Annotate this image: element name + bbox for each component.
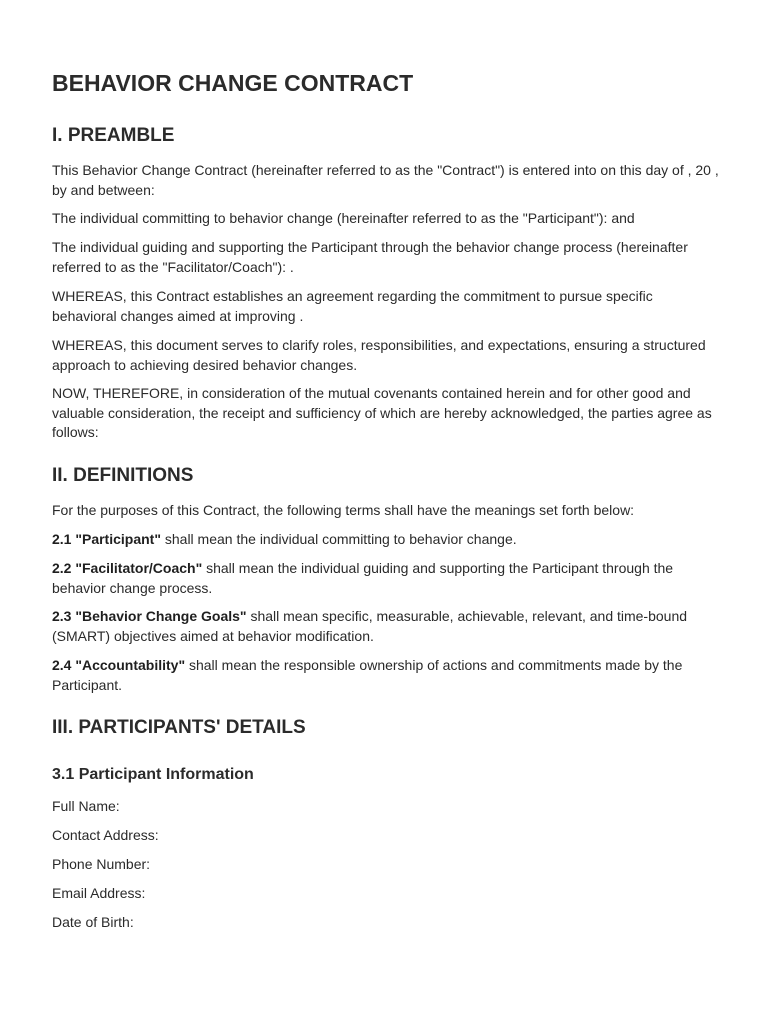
preamble-paragraph: WHEREAS, this document serves to clarify roles, responsibilities, and expectations, ensuring a structured approach to achieving desired behavior changes. — [52, 337, 706, 373]
field-label-phone-number: Phone Number: — [52, 856, 151, 872]
definition-item — [52, 559, 720, 598]
field-label-date-of-birth: Date of Birth: — [52, 914, 134, 930]
preamble-paragraph: The individual committing to behavior change (hereinafter referred to as the "Participant"): and — [52, 210, 635, 226]
definition-term: 2.3 "Behavior Change Goals" — [52, 608, 247, 624]
definitions-intro: For the purposes of this Contract, the following terms shall have the meanings set forth below: — [52, 502, 635, 518]
section-heading-participants: III. PARTICIPANTS' DETAILS — [52, 717, 306, 738]
definition-text: shall mean the responsible ownership of actions and commitments made by the Participant. — [52, 657, 683, 693]
subsection-heading-participant-info: 3.1 Participant Information — [52, 766, 254, 783]
definition-item — [52, 656, 720, 695]
definition-term: 2.1 "Participant" — [52, 531, 161, 547]
definition-term: 2.4 "Accountability" — [52, 657, 186, 673]
definition-item — [52, 607, 720, 646]
field-label-email-address: Email Address: — [52, 885, 146, 901]
preamble-paragraph: The individual guiding and supporting the Participant through the behavior change process (hereinafter referred to as the "Facilitator/Coach"): . — [52, 239, 688, 275]
preamble-paragraph: This Behavior Change Contract (hereinafter referred to as the "Contract") is entered into on this day of , 20 , by and between: — [52, 162, 719, 198]
section-heading-preamble: I. PREAMBLE — [52, 125, 175, 146]
definition-text: shall mean the individual committing to behavior change. — [160, 531, 517, 547]
preamble-paragraph: WHEREAS, this Contract establishes an agreement regarding the commitment to pursue specific behavioral changes aimed at improving . — [52, 288, 653, 324]
section-heading-definitions: II. DEFINITIONS — [52, 465, 194, 486]
document-title: BEHAVIOR CHANGE CONTRACT — [52, 70, 414, 96]
field-label-contact-address: Contact Address: — [52, 827, 159, 843]
preamble-paragraph: NOW, THEREFORE, in consideration of the mutual covenants contained herein and for other good and valuable consideration, the receipt and sufficiency of which are hereby acknowledged, the parties agree as follows: — [52, 385, 712, 440]
definition-text: shall mean the individual guiding and supporting the Participant through the behavior change process. — [52, 560, 674, 596]
field-label-full-name: Full Name: — [52, 798, 120, 814]
definition-term: 2.2 "Facilitator/Coach" — [52, 560, 203, 576]
definition-item — [52, 530, 720, 550]
definition-text: shall mean specific, measurable, achievable, relevant, and time-bound (SMART) objectives aimed at behavior modification. — [52, 608, 688, 644]
